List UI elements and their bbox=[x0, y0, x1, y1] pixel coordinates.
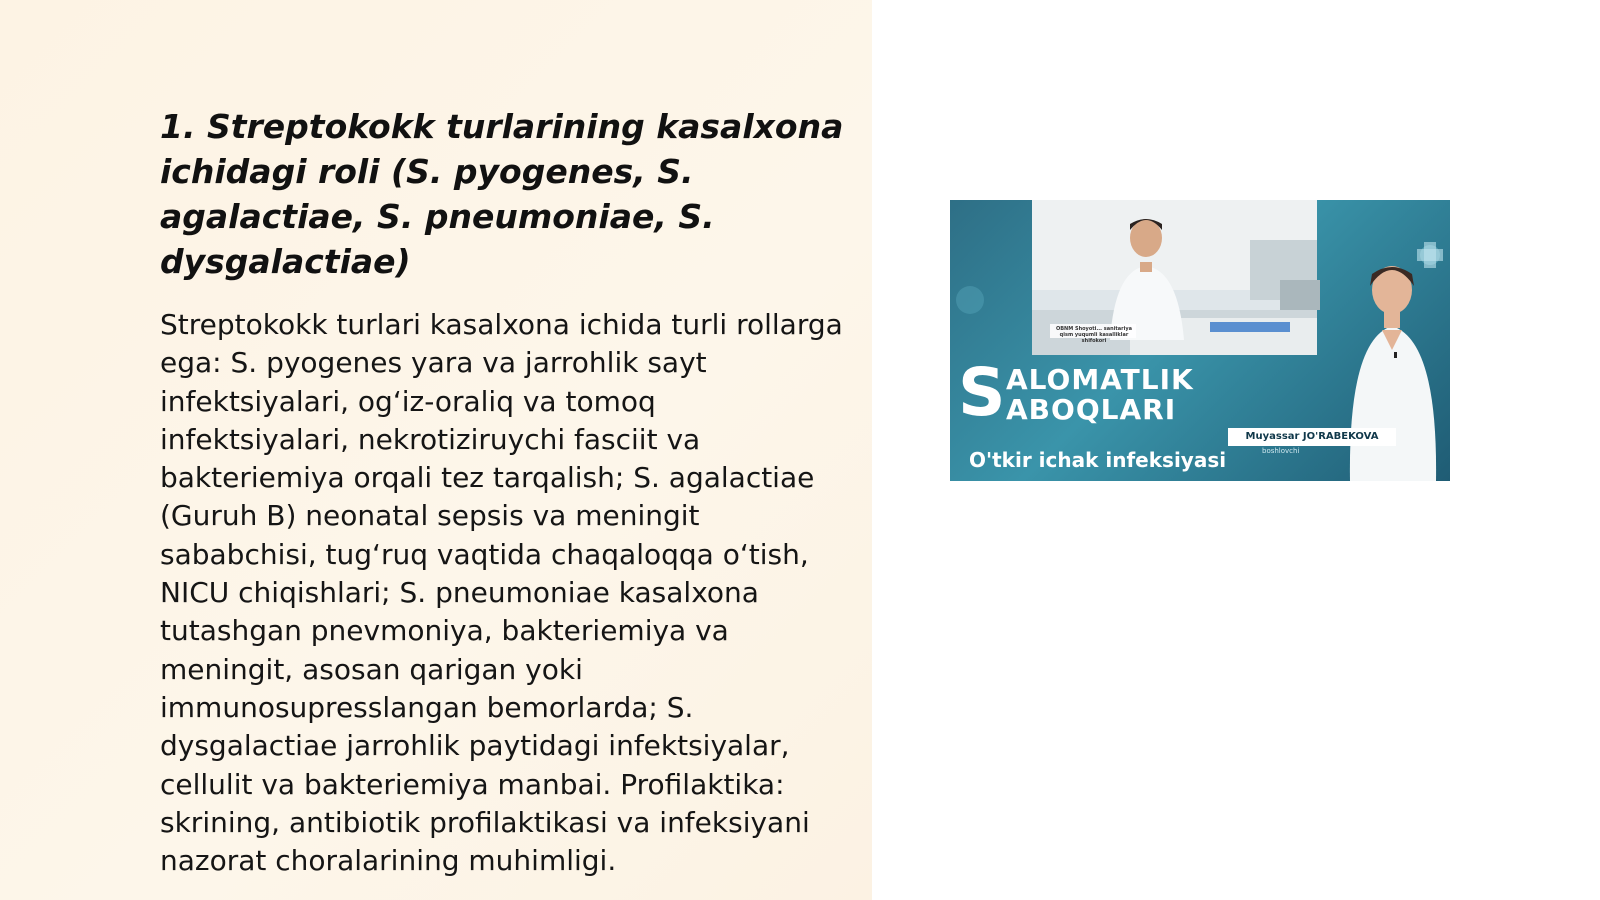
logo-bottom-text: ABOQLARI bbox=[1006, 393, 1177, 426]
presenter-role: boshlovchi bbox=[1262, 447, 1300, 455]
episode-title: O'tkir ichak infeksiyasi bbox=[969, 448, 1227, 472]
slide-body-text: Streptokokk turlari kasalxona ichida turli rollarga ega: S. pyogenes yara va jarrohlik sayt infektsiyalari, og‘iz-oraliq va tomoq infektsiyalari, nekrotiziruychi fasciit va bakteriemiya orqali tez tarqalish; S. agalactiae (Guruh B) neonatal sepsis va meningit sababchisi, tug‘ruq vaqtida chaqaloqqa o‘tish, NICU chiqishlari; S. pneumoniae kasalxona tutashgan pnevmoniya, bakteriemiya va meningit, asosan qarigan yoki immunosupresslangan bemorlarda; S. dysgalactiae jarrohlik paytidagi infektsiyalar, cellulit va bakteriemiya manbai. Profilaktika: skrining, antibiotik profilaktikasi va infeksiyani nazorat choralarining muhimligi. bbox=[160, 308, 843, 878]
logo-letter: S bbox=[958, 354, 1006, 431]
video-thumbnail[interactable] bbox=[950, 200, 1450, 481]
logo-top-text: ALOMATLIK bbox=[1006, 363, 1194, 396]
slide-heading: 1. Streptokokk turlarining kasalxona ichidagi roli (S. pyogenes, S. agalactiae, S. pneumoniae, S. dysgalactiae) bbox=[160, 107, 844, 281]
inset-caption: OBNM Shoyoti... sanitariya qism yuqumli kasalliklar shifokori bbox=[1056, 326, 1132, 344]
presenter-name: Muyassar JO'RABEKOVA bbox=[1228, 428, 1396, 446]
